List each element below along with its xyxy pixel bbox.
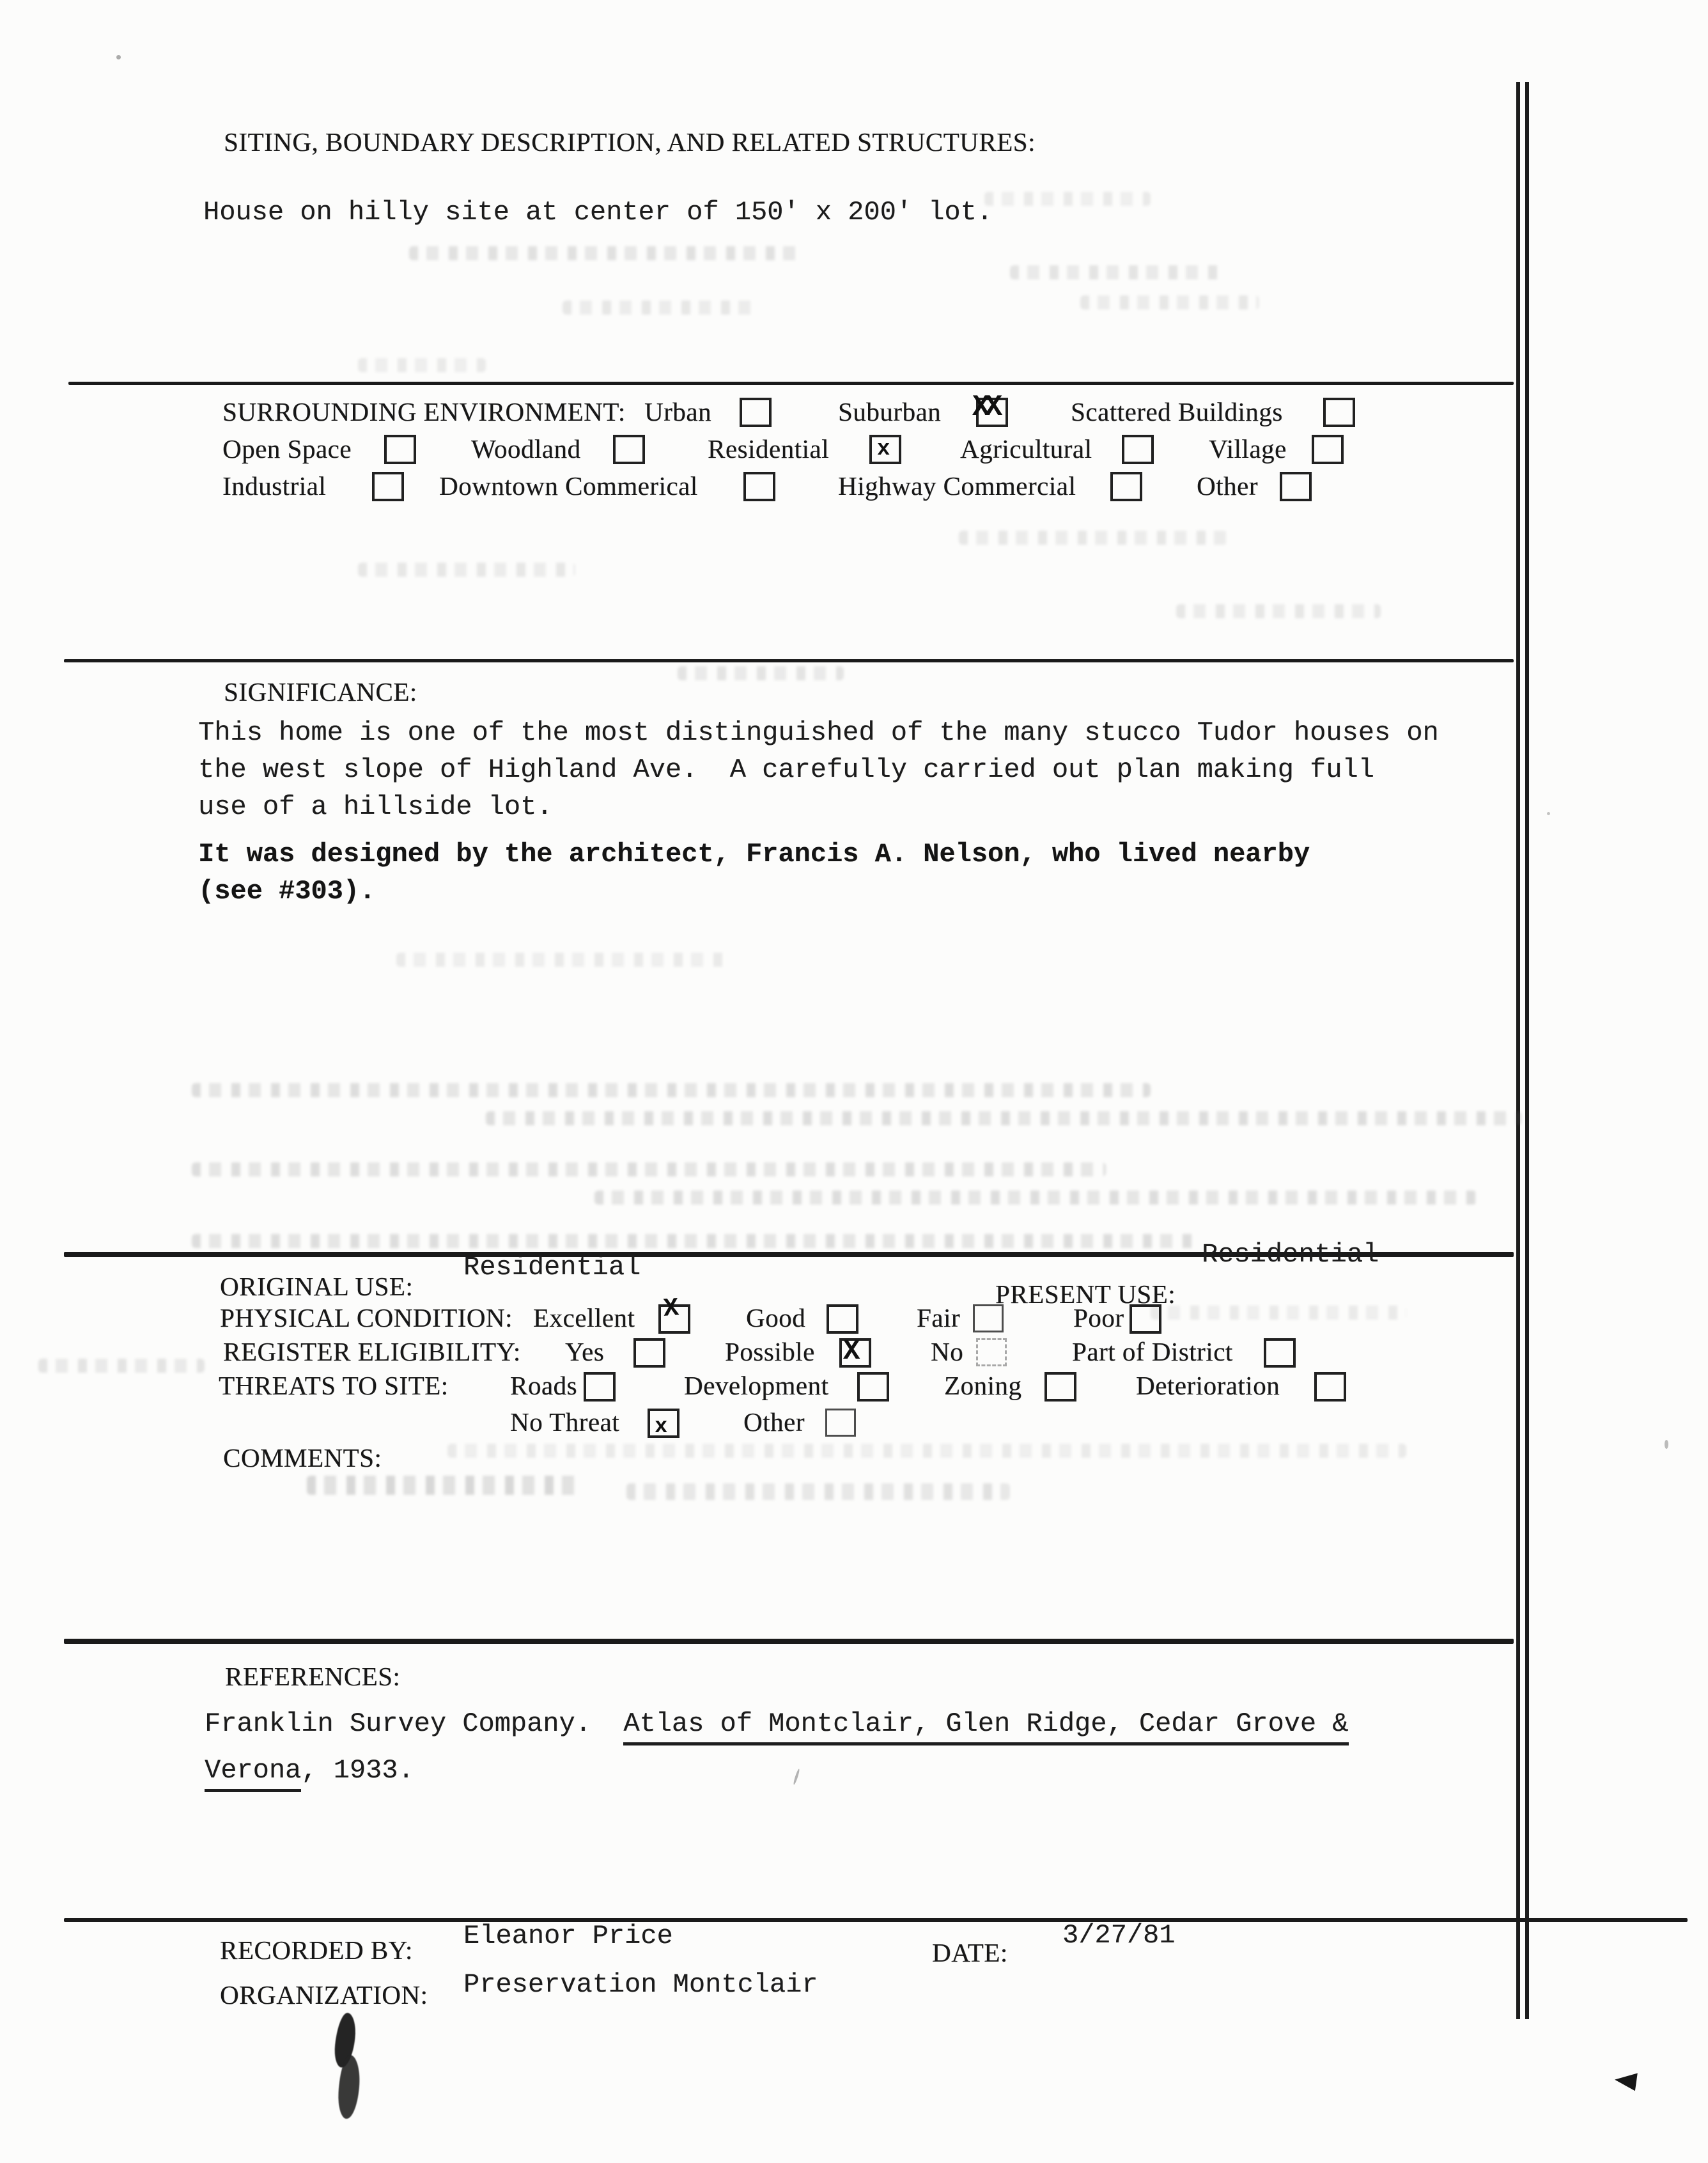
- label-residential: Residential: [708, 434, 829, 464]
- label-zoning: Zoning: [944, 1371, 1022, 1400]
- bleedthrough-smudge: [192, 1083, 1151, 1097]
- original-use-label: ORIGINAL USE:: [220, 1272, 414, 1301]
- bleedthrough-smudge: [447, 1444, 1406, 1458]
- scan-speck: [1665, 1440, 1668, 1449]
- checkbox-mark: x: [877, 437, 890, 462]
- scan-speck: [1547, 812, 1550, 815]
- label-development: Development: [684, 1371, 829, 1400]
- reference-title-underlined: Atlas of Montclair, Glen Ridge, Cedar Grove &: [623, 1708, 1348, 1745]
- label-deterioration: Deterioration: [1136, 1371, 1280, 1400]
- bleedthrough-smudge: [959, 531, 1227, 545]
- bleedthrough-smudge: [409, 246, 805, 260]
- checkbox-highway-commercial[interactable]: [1110, 472, 1142, 501]
- label-yes: Yes: [565, 1337, 605, 1366]
- checkbox-yes[interactable]: [633, 1338, 665, 1368]
- checkbox-other-environment[interactable]: [1280, 472, 1312, 501]
- checkbox-good[interactable]: [827, 1304, 858, 1334]
- siting-text: House on hilly site at center of 150' x 200' lot.: [203, 197, 993, 228]
- reference-year: , 1933.: [301, 1755, 414, 1786]
- checkbox-mark: XX: [972, 391, 998, 424]
- label-other-environment: Other: [1197, 471, 1258, 501]
- threats-label: THREATS TO SITE:: [219, 1371, 449, 1400]
- checkbox-roads[interactable]: [584, 1372, 616, 1402]
- bleedthrough-smudge: [1080, 295, 1259, 309]
- organization-label: ORGANIZATION:: [220, 1980, 428, 2010]
- checkbox-village[interactable]: [1312, 435, 1344, 464]
- checkbox-deterioration[interactable]: [1314, 1372, 1346, 1402]
- checkbox-excellent[interactable]: [658, 1294, 690, 1334]
- label-open-space: Open Space: [222, 434, 352, 464]
- bleedthrough-smudge: [563, 301, 754, 315]
- checkbox-agricultural[interactable]: [1122, 435, 1154, 464]
- date-label: DATE:: [932, 1938, 1008, 1967]
- bleedthrough-smudge: [678, 666, 844, 680]
- date-value: 3/27/81: [1062, 1920, 1176, 1951]
- register-eligibility-label: REGISTER ELIGIBILITY:: [223, 1337, 521, 1366]
- label-part-of-district: Part of District: [1072, 1337, 1233, 1366]
- checkbox-scattered-buildings[interactable]: [1323, 398, 1355, 427]
- arrowhead-mark: [1613, 2070, 1638, 2091]
- section-divider-1: [68, 382, 1514, 385]
- label-other-threat: Other: [743, 1407, 805, 1437]
- physical-condition-label: PHYSICAL CONDITION:: [220, 1303, 513, 1332]
- checkbox-fair[interactable]: [973, 1304, 1004, 1332]
- label-downtown-commerical: Downtown Commerical: [439, 471, 698, 501]
- siting-heading: SITING, BOUNDARY DESCRIPTION, AND RELATED STRUCTURES:: [224, 127, 1036, 157]
- significance-paragraph-line: This home is one of the most distinguished of the many stucco Tudor houses on: [198, 717, 1439, 748]
- recorded-by-value: Eleanor Price: [463, 1921, 673, 1951]
- label-excellent: Excellent: [533, 1303, 635, 1332]
- bleedthrough-smudge: [984, 192, 1151, 206]
- significance-heading: SIGNIFICANCE:: [224, 677, 417, 707]
- label-roads: Roads: [510, 1371, 577, 1400]
- checkbox-no-threat[interactable]: [648, 1409, 679, 1438]
- section-divider-2: [64, 659, 1514, 662]
- label-scattered-buildings: Scattered Buildings: [1071, 397, 1283, 426]
- checkbox-zoning[interactable]: [1044, 1372, 1076, 1402]
- recorded-by-label: RECORDED BY:: [220, 1935, 413, 1965]
- checkbox-suburban[interactable]: [972, 391, 1008, 427]
- reference-author: Franklin Survey Company.: [205, 1708, 624, 1739]
- label-possible: Possible: [725, 1337, 815, 1366]
- checkbox-residential[interactable]: [869, 435, 901, 464]
- bleedthrough-smudge: [358, 358, 486, 372]
- bleedthrough-smudge: [192, 1234, 1195, 1248]
- label-poor: Poor: [1073, 1303, 1124, 1332]
- checkbox-woodland[interactable]: [613, 435, 645, 464]
- checkbox-development[interactable]: [857, 1372, 889, 1402]
- section-divider-4: [64, 1639, 1514, 1644]
- significance-paragraph-line: the west slope of Highland Ave. A carefully carried out plan making full: [198, 754, 1374, 785]
- bleedthrough-smudge: [594, 1191, 1477, 1205]
- reference-citation-line-2: [205, 1755, 414, 1786]
- checkbox-industrial[interactable]: [372, 472, 404, 501]
- bleedthrough-smudge: [38, 1359, 205, 1373]
- checkbox-downtown-commerical[interactable]: [743, 472, 775, 501]
- present-use-value: Residential: [1202, 1239, 1379, 1270]
- bleedthrough-smudge: [358, 563, 575, 577]
- environment-heading: SURROUNDING ENVIRONMENT:: [222, 397, 626, 426]
- checkbox-no[interactable]: [976, 1338, 1007, 1366]
- bleedthrough-smudge: [1010, 265, 1221, 279]
- bleedthrough-smudge: [396, 953, 729, 967]
- significance-paragraph-line: (see #303).: [198, 876, 376, 907]
- reference-title-underlined: Verona: [205, 1755, 301, 1792]
- scan-speck: [116, 55, 121, 59]
- checkbox-part-of-district[interactable]: [1264, 1338, 1296, 1368]
- references-heading: REFERENCES:: [225, 1662, 401, 1691]
- section-divider-5: [64, 1918, 1688, 1922]
- label-village: Village: [1209, 434, 1287, 464]
- label-highway-commercial: Highway Commercial: [838, 471, 1076, 501]
- label-no: No: [931, 1337, 964, 1366]
- significance-paragraph-line: use of a hillside lot.: [198, 792, 553, 822]
- page-edge-line-outer: [1516, 82, 1520, 2019]
- checkbox-mark: X: [843, 1336, 860, 1368]
- ink-speckle-band: [626, 1483, 1010, 1500]
- label-suburban: Suburban: [838, 397, 942, 426]
- bleedthrough-smudge: [486, 1111, 1521, 1125]
- bleedthrough-smudge: [1176, 604, 1381, 618]
- checkbox-open-space[interactable]: [384, 435, 416, 464]
- label-no-threat: No Threat: [510, 1407, 620, 1437]
- present-use-label: PRESENT USE:: [995, 1279, 1176, 1309]
- checkbox-other-threat[interactable]: [825, 1409, 856, 1437]
- checkbox-mark: x: [655, 1415, 668, 1439]
- page-edge-line-inner: [1525, 82, 1529, 2019]
- bleedthrough-smudge: [192, 1162, 1106, 1176]
- label-industrial: Industrial: [222, 471, 327, 501]
- checkbox-possible[interactable]: [839, 1338, 871, 1368]
- reference-citation-line-1: [205, 1708, 1349, 1739]
- label-woodland: Woodland: [471, 434, 581, 464]
- comments-label: COMMENTS:: [223, 1443, 382, 1472]
- label-urban: Urban: [644, 397, 711, 426]
- original-use-value: Residential: [463, 1252, 641, 1283]
- label-fair: Fair: [917, 1303, 961, 1332]
- significance-paragraph-line: It was designed by the architect, Francis A. Nelson, who lived nearby: [198, 839, 1310, 870]
- checkbox-mark: X: [662, 1294, 680, 1324]
- label-good: Good: [746, 1303, 806, 1332]
- organization-value: Preservation Montclair: [463, 1969, 818, 2000]
- checkbox-urban[interactable]: [740, 398, 772, 427]
- ink-speckle-band: [307, 1476, 582, 1495]
- label-agricultural: Agricultural: [960, 434, 1092, 464]
- bleedthrough-smudge: [1151, 1306, 1406, 1320]
- scan-speck: [793, 1769, 800, 1785]
